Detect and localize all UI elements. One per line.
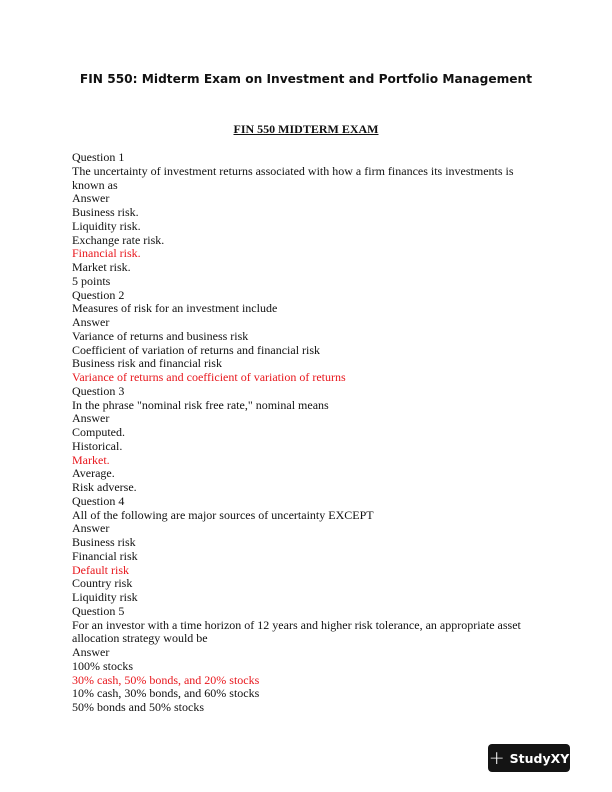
text-line: Liquidity risk [72, 590, 138, 604]
plus-icon: + [488, 746, 505, 769]
text-line: Computed. [72, 425, 125, 439]
text-line: Answer [72, 191, 110, 206]
text-line: Question 3 [72, 383, 125, 398]
text-line: Average. [72, 466, 115, 481]
text-line: Market risk. [72, 260, 131, 274]
text-line: Answer [72, 521, 110, 536]
page-title: FIN 550: Midterm Exam on Investment and Portfolio Management [79, 72, 533, 86]
correct-answer-line: Default risk [72, 562, 129, 577]
text-line: 50% bonds and 50% stocks [72, 700, 204, 714]
text-line: Question 4 [72, 493, 125, 508]
text-line: Historical. [72, 438, 123, 453]
text-line: All of the following are major sources of uncertainty EXCEPT [72, 507, 374, 522]
text-line: Question 5 [72, 603, 125, 618]
text-line: Business risk and financial risk [72, 356, 222, 371]
text-line: Question 2 [72, 287, 125, 302]
text-line: Coefficient of variation of returns and financial risk [72, 342, 321, 357]
text-line: 10% cash, 30% bonds, and 60% stocks [72, 686, 260, 701]
text-line: Variance of returns and business risk [72, 328, 249, 343]
text-line: Question 1 [72, 150, 125, 164]
text-line: Measures of risk for an investment include [72, 301, 278, 316]
text-line: Business risk. [72, 205, 139, 219]
correct-answer-line: Financial risk. [72, 246, 141, 261]
text-line: Answer [72, 411, 110, 426]
exam-content [72, 151, 530, 715]
exam-heading: FIN 550 MIDTERM EXAM [233, 122, 379, 136]
correct-answer-line: 30% cash, 50% bonds, and 20% stocks [72, 672, 260, 687]
text-line: Exchange rate risk. [72, 232, 165, 247]
text-line: In the phrase "nominal risk free rate," nominal means [72, 397, 329, 412]
text-line: Business risk [72, 535, 136, 549]
correct-answer-line: Market. [72, 452, 110, 467]
text-line: 100% stocks [72, 658, 133, 673]
correct-answer-line: Variance of returns and coefficient of variation of returns [72, 370, 346, 384]
text-line: Answer [72, 315, 110, 329]
text-line: Financial risk [72, 548, 138, 563]
text-line: Country risk [72, 576, 133, 591]
text-line: Answer [72, 645, 110, 659]
text-line: The uncertainty of investment returns associated with how a firm finances its investments is known as [72, 163, 514, 192]
studyxy-logo [488, 744, 570, 772]
text-line: For an investor with a time horizon of 12 years and higher risk tolerance, an appropriate asset allocation strategy would be [72, 617, 521, 646]
logo-text: StudyXY [509, 750, 570, 766]
text-line: Liquidity risk. [72, 218, 141, 233]
text-line: Risk adverse. [72, 480, 137, 494]
text-line: 5 points [72, 273, 111, 288]
